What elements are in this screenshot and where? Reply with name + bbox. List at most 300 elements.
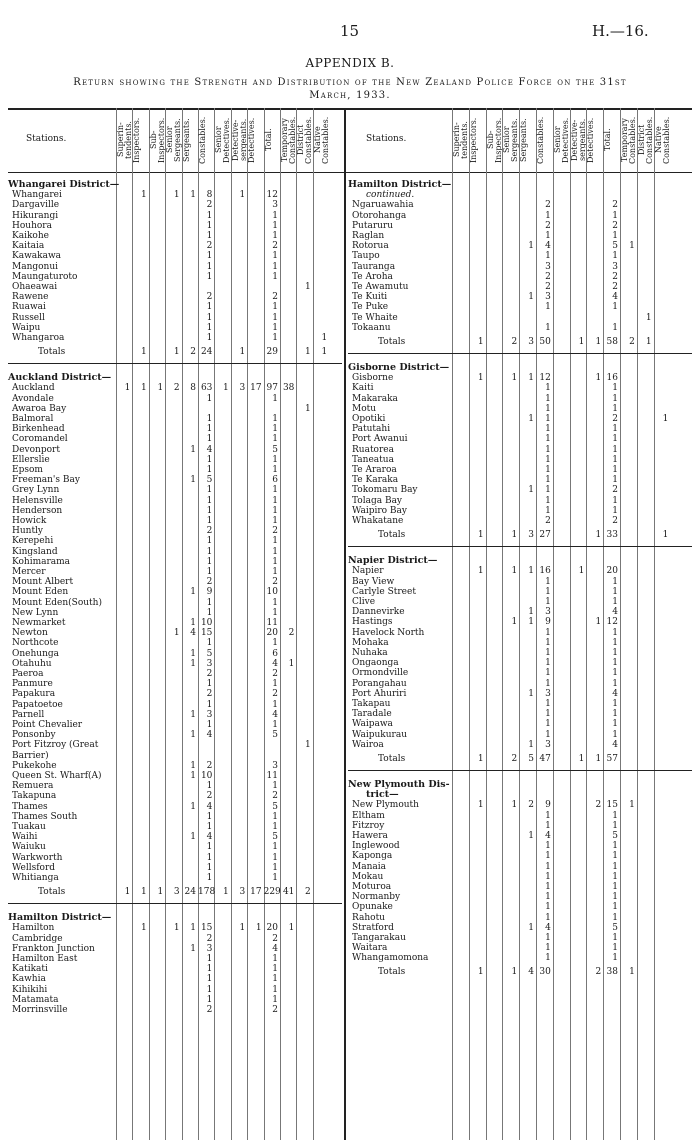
table-cell: 2 xyxy=(545,271,551,282)
table-cell: 2 xyxy=(511,336,518,347)
station-name: Patutahi xyxy=(352,424,391,435)
table-row xyxy=(8,954,342,964)
table-cell: 2 xyxy=(272,689,278,700)
table-row xyxy=(8,710,342,720)
table-cell: 3 xyxy=(173,887,180,897)
table-cell: 1 xyxy=(272,251,278,262)
table-cell: 1 xyxy=(629,967,635,978)
table-cell: 20 xyxy=(266,628,278,639)
table-cell: 1 xyxy=(272,546,278,557)
table-cell: 1 xyxy=(141,887,147,897)
station-name: Mangonui xyxy=(12,261,59,272)
table-cell: 1 xyxy=(206,434,213,445)
table-cell: 1 xyxy=(173,923,180,934)
table-cell: 1 xyxy=(612,871,618,882)
table-cell: 1 xyxy=(206,333,213,343)
table-cell: 1 xyxy=(477,530,484,540)
column-header: Inspectors. xyxy=(132,117,142,163)
table-cell: 9 xyxy=(545,617,551,628)
table-cell: 2 xyxy=(545,282,551,292)
table-cell: 1 xyxy=(545,403,551,414)
table-cell: 1 xyxy=(206,424,213,435)
table-cell: 1 xyxy=(528,617,534,628)
table-cell: 2 xyxy=(305,887,311,897)
table-cell: 5 xyxy=(206,475,213,486)
station-name: Houhora xyxy=(12,220,52,231)
table-row xyxy=(8,485,342,495)
column-header: Constables. xyxy=(198,116,207,164)
table-row xyxy=(348,730,692,740)
table-cell: 5 xyxy=(272,801,278,812)
table-cell: 1 xyxy=(272,567,278,577)
table-row xyxy=(348,475,692,485)
district-heading xyxy=(348,363,692,373)
table-cell: 4 xyxy=(190,628,196,639)
table-row xyxy=(8,506,342,516)
table-cell: 2 xyxy=(206,526,213,537)
column-header: Sub- Inspectors. xyxy=(485,117,503,163)
table-cell: 1 xyxy=(612,882,618,892)
station-name: Ruawai xyxy=(12,302,46,313)
station-name: Te Whaite xyxy=(352,312,398,323)
table-cell: 1 xyxy=(206,842,213,853)
table-cell: 11 xyxy=(266,771,278,781)
station-name: Waihi xyxy=(12,832,38,843)
station-name: Papakura xyxy=(12,689,56,700)
table-row xyxy=(8,974,342,984)
table-row xyxy=(8,995,342,1005)
table-cell: 4 xyxy=(272,658,278,669)
table-cell: 1 xyxy=(612,953,618,964)
table-cell: 3 xyxy=(545,688,551,699)
table-cell: 1 xyxy=(255,923,262,934)
table-row xyxy=(8,863,342,873)
table-cell: 1 xyxy=(612,444,618,455)
table-row xyxy=(348,699,692,709)
station-name: Rahotu xyxy=(352,912,385,923)
table-cell: 2 xyxy=(612,485,618,496)
table-row xyxy=(8,751,342,761)
station-name: Whangarei District— xyxy=(8,179,120,190)
table-cell: 1 xyxy=(612,627,618,638)
table-cell: 1 xyxy=(528,688,534,699)
table-row xyxy=(8,455,342,465)
station-name: Rotorua xyxy=(352,241,389,252)
table-cell: 3 xyxy=(206,943,213,954)
table-cell: 1 xyxy=(206,454,213,465)
table-row xyxy=(8,231,342,241)
station-name: Auckland District— xyxy=(8,372,112,384)
table-cell: 10 xyxy=(200,618,213,628)
table-row xyxy=(8,587,342,597)
table-row xyxy=(8,649,342,659)
table-cell: 1 xyxy=(545,810,551,821)
table-row xyxy=(8,302,342,312)
table-cell: 1 xyxy=(206,210,213,221)
table-cell: 29 xyxy=(266,347,278,357)
table-cell: 2 xyxy=(288,628,295,639)
table-row xyxy=(8,577,342,587)
table-cell: 1 xyxy=(206,822,213,832)
table-cell: 1 xyxy=(190,943,196,954)
table-cell: 2 xyxy=(272,241,278,252)
table-cell: 1 xyxy=(272,607,278,618)
table-cell: 2 xyxy=(272,292,278,303)
station-name: Waipawa xyxy=(352,719,393,730)
table-cell: 4 xyxy=(612,292,618,303)
station-name: Totals xyxy=(378,530,406,540)
table-cell: 1 xyxy=(141,347,147,357)
table-cell: 17 xyxy=(250,887,262,897)
table-cell: 1 xyxy=(612,810,618,821)
table-row xyxy=(8,1005,342,1015)
table-cell: 1 xyxy=(545,668,551,679)
station-name: Kerepehi xyxy=(12,536,54,547)
table-cell: 1 xyxy=(528,566,534,577)
table-cell: 1 xyxy=(612,251,618,262)
table-cell: 30 xyxy=(539,967,551,978)
table-row xyxy=(348,251,692,261)
station-name: Kohimarama xyxy=(12,556,71,567)
table-cell: 1 xyxy=(206,974,213,985)
table-cell: 1 xyxy=(545,851,551,862)
table-cell: 10 xyxy=(266,587,278,598)
table-cell: 1 xyxy=(206,536,213,547)
table-cell: 1 xyxy=(190,832,196,843)
table-cell: 3 xyxy=(545,261,551,272)
station-name: Waitara xyxy=(352,943,388,954)
station-name: Avondale xyxy=(12,393,54,404)
table-cell: 8 xyxy=(206,190,213,201)
station-name: Point Chevalier xyxy=(12,720,83,730)
table-row xyxy=(8,985,342,995)
table-cell: 8 xyxy=(190,383,196,394)
table-cell: 1 xyxy=(206,251,213,262)
table-cell: 1 xyxy=(612,302,618,313)
table-cell: 1 xyxy=(206,638,213,649)
table-cell: 1 xyxy=(595,336,602,347)
station-name: Hamilton District— xyxy=(8,912,112,924)
station-name: Remuera xyxy=(12,781,54,792)
table-cell: 1 xyxy=(190,587,196,598)
table-cell: 1 xyxy=(206,852,213,863)
table-cell: 2 xyxy=(206,791,213,802)
table-cell: 1 xyxy=(272,495,278,506)
totals-rule xyxy=(348,770,692,771)
table-cell: 6 xyxy=(272,475,278,486)
table-cell: 5 xyxy=(272,444,278,455)
table-cell: 1 xyxy=(612,892,618,903)
table-cell: 1 xyxy=(206,556,213,567)
table-cell: 1 xyxy=(206,302,213,313)
table-cell: 5 xyxy=(612,922,618,933)
table-subtitle xyxy=(8,76,692,102)
station-name: Mokau xyxy=(352,871,384,882)
station-name: Tangarakau xyxy=(352,933,406,943)
table-cell: 1 xyxy=(545,820,551,831)
column-header: Total. xyxy=(603,128,613,152)
totals-row xyxy=(348,337,692,347)
table-cell: 4 xyxy=(206,832,213,843)
table-row xyxy=(348,445,692,455)
station-name: Katikati xyxy=(12,964,48,975)
table-row xyxy=(8,383,342,393)
table-cell: 1 xyxy=(545,953,551,964)
table-cell: 1 xyxy=(612,678,618,689)
station-name: Te Awamutu xyxy=(352,282,409,292)
station-name: Raglan xyxy=(352,231,385,241)
table-cell: 1 xyxy=(545,465,551,475)
table-cell: 10 xyxy=(200,771,213,781)
station-name: Morrinsville xyxy=(12,1005,68,1015)
table-cell: 11 xyxy=(266,618,278,628)
table-cell: 1 xyxy=(595,753,602,764)
table-cell: 4 xyxy=(272,943,278,954)
station-name: Grey Lynn xyxy=(12,485,60,496)
table-row xyxy=(348,689,692,699)
column-header: Sergeants. xyxy=(519,118,529,162)
table-cell: 1 xyxy=(206,567,213,577)
station-name: Awaroa Bay xyxy=(12,403,67,414)
table-cell: 1 xyxy=(612,933,618,943)
table-cell: 2 xyxy=(545,516,551,526)
table-row xyxy=(8,791,342,801)
table-cell: 1 xyxy=(190,658,196,669)
stations-header: Stations. xyxy=(366,134,407,144)
table-row xyxy=(8,700,342,710)
table-cell: 5 xyxy=(612,241,618,252)
table-cell: 12 xyxy=(266,190,278,201)
table-cell: 1 xyxy=(545,251,551,262)
table-cell: 1 xyxy=(477,753,484,764)
table-cell: 1 xyxy=(206,322,213,333)
table-cell: 1 xyxy=(545,444,551,455)
table-row xyxy=(348,719,692,729)
table-cell: 24 xyxy=(184,887,196,897)
district-heading xyxy=(348,790,692,800)
station-name: Frankton Junction xyxy=(12,943,95,954)
table-cell: 1 xyxy=(545,729,551,740)
column-header: Detectives. xyxy=(586,117,596,163)
table-cell: 1 xyxy=(545,434,551,445)
table-row xyxy=(348,383,692,393)
table-cell: 2 xyxy=(595,800,602,811)
station-name: Mercer xyxy=(12,567,46,577)
station-name: Helensville xyxy=(12,495,63,506)
table-cell: 1 xyxy=(629,800,635,811)
page-number: 15 xyxy=(340,22,360,40)
table-cell: 15 xyxy=(200,628,213,639)
table-cell: 1 xyxy=(612,658,618,669)
station-name: Warkworth xyxy=(12,852,63,863)
table-cell: 1 xyxy=(206,505,213,516)
table-cell: 97 xyxy=(266,383,278,394)
table-row xyxy=(8,272,342,282)
table-row xyxy=(348,933,692,943)
station-name: Eltham xyxy=(352,810,385,821)
table-row xyxy=(8,730,342,740)
table-cell: 1 xyxy=(612,576,618,587)
table-cell: 4 xyxy=(612,688,618,699)
table-cell: 3 xyxy=(528,336,534,347)
table-cell: 38 xyxy=(282,383,295,394)
table-cell: 1 xyxy=(545,302,551,313)
table-cell: 1 xyxy=(206,597,213,608)
table-row xyxy=(348,811,692,821)
table-cell: 1 xyxy=(545,871,551,882)
table-cell: 12 xyxy=(606,617,618,628)
table-cell: 1 xyxy=(545,648,551,658)
table-cell: 1 xyxy=(239,347,246,357)
table-cell: 1 xyxy=(272,414,278,424)
table-row xyxy=(8,465,342,475)
table-cell: 3 xyxy=(545,739,551,750)
station-name: Gisborne xyxy=(352,373,394,384)
table-cell: 5 xyxy=(612,831,618,841)
table-cell: 1 xyxy=(272,322,278,333)
station-name: Pukekohe xyxy=(12,760,57,771)
station-name: Wairoa xyxy=(352,739,384,750)
station-name: Ruatorea xyxy=(352,444,394,455)
station-name: Kaiti xyxy=(352,383,374,394)
table-cell: 4 xyxy=(206,730,213,741)
table-row xyxy=(348,434,692,444)
table-row xyxy=(8,292,342,302)
table-cell: 63 xyxy=(200,383,213,394)
table-cell: 1 xyxy=(545,505,551,516)
table-row xyxy=(348,872,692,882)
table-row xyxy=(348,882,692,892)
table-cell: 1 xyxy=(272,505,278,516)
station-name: Manaia xyxy=(352,861,386,872)
station-name: Waipiro Bay xyxy=(352,505,407,516)
table-cell: 1 xyxy=(206,607,213,618)
table-cell: 1 xyxy=(545,699,551,709)
table-row xyxy=(8,934,342,944)
table-cell: 1 xyxy=(272,638,278,649)
station-name: Te Aroha xyxy=(352,271,393,282)
table-cell: 1 xyxy=(612,586,618,597)
table-row xyxy=(348,577,692,587)
table-cell: 1 xyxy=(612,231,618,241)
table-cell: 2 xyxy=(629,336,635,347)
table-row xyxy=(348,506,692,516)
table-cell: 1 xyxy=(528,485,534,496)
table-cell: 1 xyxy=(173,347,180,357)
station-name: Napier xyxy=(352,566,384,577)
station-name: Bay View xyxy=(352,576,395,587)
station-name: continued. xyxy=(366,190,415,201)
table-cell: 27 xyxy=(539,530,551,540)
table-cell: 1 xyxy=(141,923,147,934)
table-cell: 2 xyxy=(612,271,618,282)
table-row xyxy=(8,282,342,292)
table-row xyxy=(348,648,692,658)
station-name: Barrier) xyxy=(12,750,49,761)
table-cell: 1 xyxy=(545,231,551,241)
table-cell: 1 xyxy=(141,190,147,201)
table-cell: 1 xyxy=(477,967,484,978)
table-row xyxy=(348,668,692,678)
table-cell: 5 xyxy=(272,832,278,843)
table-cell: 2 xyxy=(528,800,534,811)
station-name: New Plymouth Dis- xyxy=(348,779,450,790)
table-row xyxy=(8,445,342,455)
station-name: Takapuna xyxy=(12,791,57,802)
table-row xyxy=(348,628,692,638)
station-name: Fitzroy xyxy=(352,820,385,831)
table-row xyxy=(8,567,342,577)
table-cell: 1 xyxy=(223,887,229,897)
table-cell: 3 xyxy=(206,709,213,720)
table-cell: 2 xyxy=(612,220,618,231)
table-row xyxy=(8,211,342,221)
table-row xyxy=(8,526,342,536)
table-cell: 1 xyxy=(272,699,278,710)
table-cell: 1 xyxy=(272,393,278,404)
table-cell: 1 xyxy=(272,597,278,608)
table-cell: 16 xyxy=(606,373,618,384)
table-cell: 1 xyxy=(190,923,196,934)
table-cell: 1 xyxy=(612,505,618,516)
table-cell: 1 xyxy=(545,627,551,638)
table-cell: 1 xyxy=(612,475,618,486)
station-name: Hawera xyxy=(352,831,388,841)
table-cell: 1 xyxy=(595,530,602,540)
station-name: Howick xyxy=(12,516,47,526)
station-name: Cambridge xyxy=(12,933,63,944)
table-cell: 2 xyxy=(612,282,618,292)
table-row xyxy=(8,669,342,679)
table-cell: 1 xyxy=(272,862,278,873)
table-row xyxy=(348,913,692,923)
station-name: Taupo xyxy=(352,251,380,262)
station-name: Mount Albert xyxy=(12,577,74,588)
station-name: Whakatane xyxy=(352,516,404,526)
station-name: Rawene xyxy=(12,292,49,303)
table-cell: 3 xyxy=(528,530,534,540)
station-name: Totals xyxy=(378,967,406,978)
table-cell: 2 xyxy=(206,760,213,771)
station-name: Carlyle Street xyxy=(352,586,416,597)
table-cell: 1 xyxy=(141,383,147,394)
table-row xyxy=(8,802,342,812)
table-row xyxy=(8,832,342,842)
table-cell: 2 xyxy=(272,791,278,802)
table-cell: 1 xyxy=(477,566,484,577)
table-row xyxy=(8,394,342,404)
district-heading xyxy=(8,180,342,190)
table-cell: 1 xyxy=(272,984,278,995)
station-name: Totals xyxy=(38,887,66,897)
table-row xyxy=(8,679,342,689)
table-row xyxy=(348,902,692,912)
station-name: Dannevirke xyxy=(352,607,405,618)
station-name: trict— xyxy=(366,789,399,801)
table-cell: 1 xyxy=(612,465,618,475)
table-cell: 2 xyxy=(272,526,278,537)
table-row xyxy=(8,200,342,210)
table-row xyxy=(8,659,342,669)
table-row xyxy=(348,394,692,404)
table-row xyxy=(8,496,342,506)
table-row xyxy=(8,557,342,567)
table-cell: 1 xyxy=(528,607,534,618)
table-row xyxy=(8,333,342,343)
table-cell: 1 xyxy=(206,546,213,557)
station-name: Normanby xyxy=(352,892,401,903)
table-row xyxy=(348,638,692,648)
